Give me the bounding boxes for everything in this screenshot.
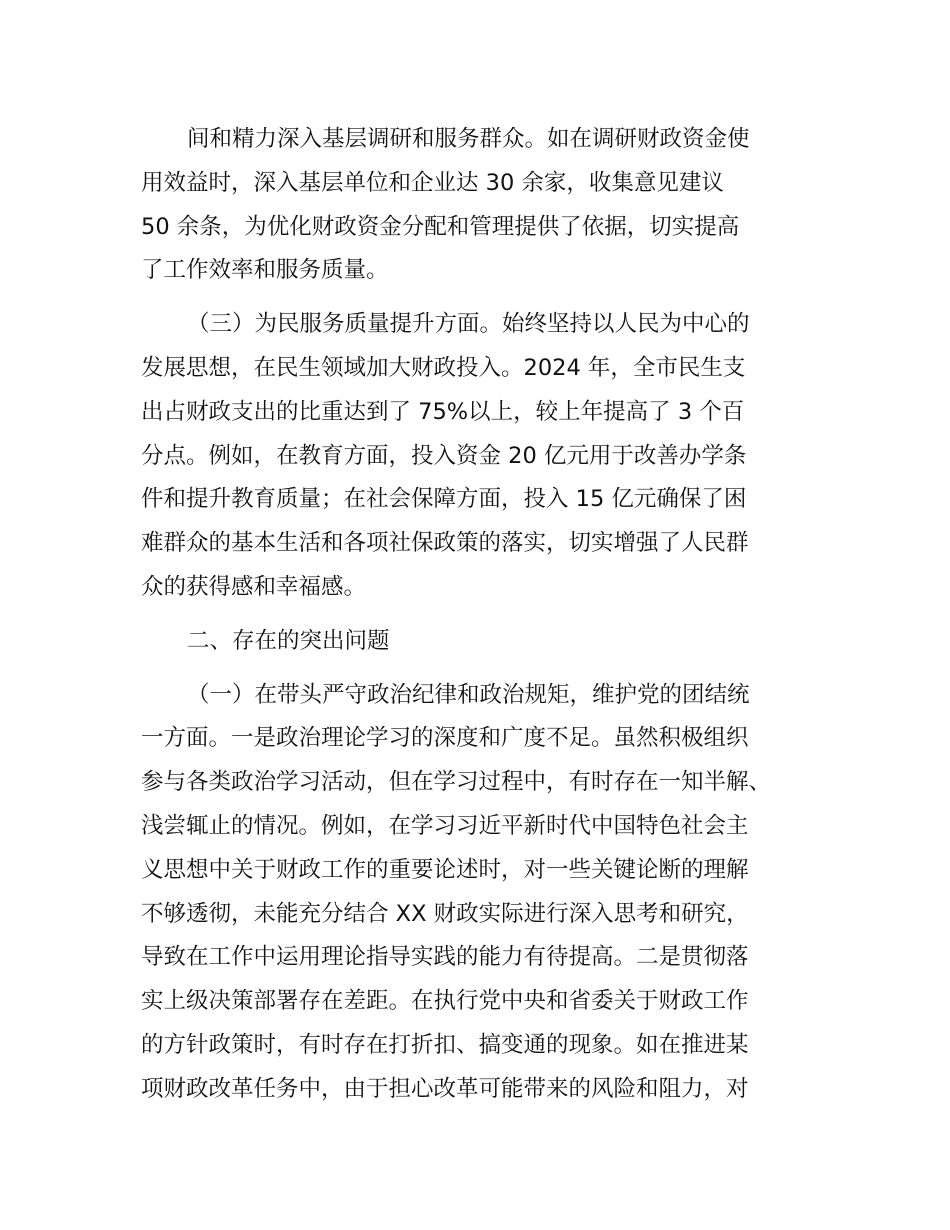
paragraph-gap	[141, 293, 821, 303]
text-line: 难群众的基本生活和各项社保政策的落实，切实增强了人民群	[141, 530, 749, 557]
text-line: 导致在工作中运用理论指导实践的能力有待提高。二是贯彻落	[141, 944, 749, 971]
paragraph-political-discipline	[141, 674, 821, 1112]
text-line: 50 余条，为优化财政资金分配和管理提供了依据，切实提高	[141, 213, 740, 240]
text-line: 用效益时，深入基层单位和企业达 30 余家，收集意见建议	[141, 169, 724, 196]
paragraph-gap	[141, 664, 821, 674]
text-line: 出占财政支出的比重达到了 75%以上，较上年提高了 3 个百	[141, 398, 745, 425]
document-body	[141, 118, 821, 1112]
text-line: 发展思想，在民生领域加大财政投入。2024 年，全市民生支	[141, 354, 746, 381]
text-line: 的方针政策时，有时存在打折扣、搞变通的现象。如在推进某	[141, 1031, 749, 1058]
text-line: 不够透彻，未能充分结合 XX 财政实际进行深入思考和研究，	[141, 900, 749, 927]
text-line: （一）在带头严守政治纪律和政治规矩，维护党的团结统	[187, 681, 750, 708]
section-heading: 二、存在的突出问题	[187, 627, 390, 654]
text-line: 实上级决策部署存在差距。在执行党中央和省委关于财政工作	[141, 988, 749, 1015]
text-line: 参与各类政治学习活动，但在学习过程中，有时存在一知半解、	[141, 769, 772, 796]
text-line: 件和提升教育质量；在社会保障方面，投入 15 亿元确保了困	[141, 486, 747, 513]
text-line: 间和精力深入基层调研和服务群众。如在调研财政资金使	[187, 126, 750, 152]
paragraph-continuation	[141, 118, 821, 293]
text-line: 一方面。一是政治理论学习的深度和广度不足。虽然积极组织	[141, 725, 749, 752]
text-line: 分点。例如，在教育方面，投入资金 20 亿元用于改善办学条	[141, 442, 747, 469]
paragraph-gap	[141, 610, 821, 620]
text-line: （三）为民服务质量提升方面。始终坚持以人民为中心的	[187, 311, 750, 338]
text-line: 众的获得感和幸福感。	[141, 573, 367, 600]
text-line: 项财政改革任务中，由于担心改革可能带来的风险和阻力，对	[141, 1075, 749, 1102]
paragraph-service-quality	[141, 303, 821, 610]
text-line: 了工作效率和服务质量。	[141, 257, 389, 284]
text-line: 浅尝辄止的情况。例如，在学习习近平新时代中国特色社会主	[141, 812, 749, 839]
text-line: 义思想中关于财政工作的重要论述时，对一些关键论断的理解	[141, 856, 749, 883]
